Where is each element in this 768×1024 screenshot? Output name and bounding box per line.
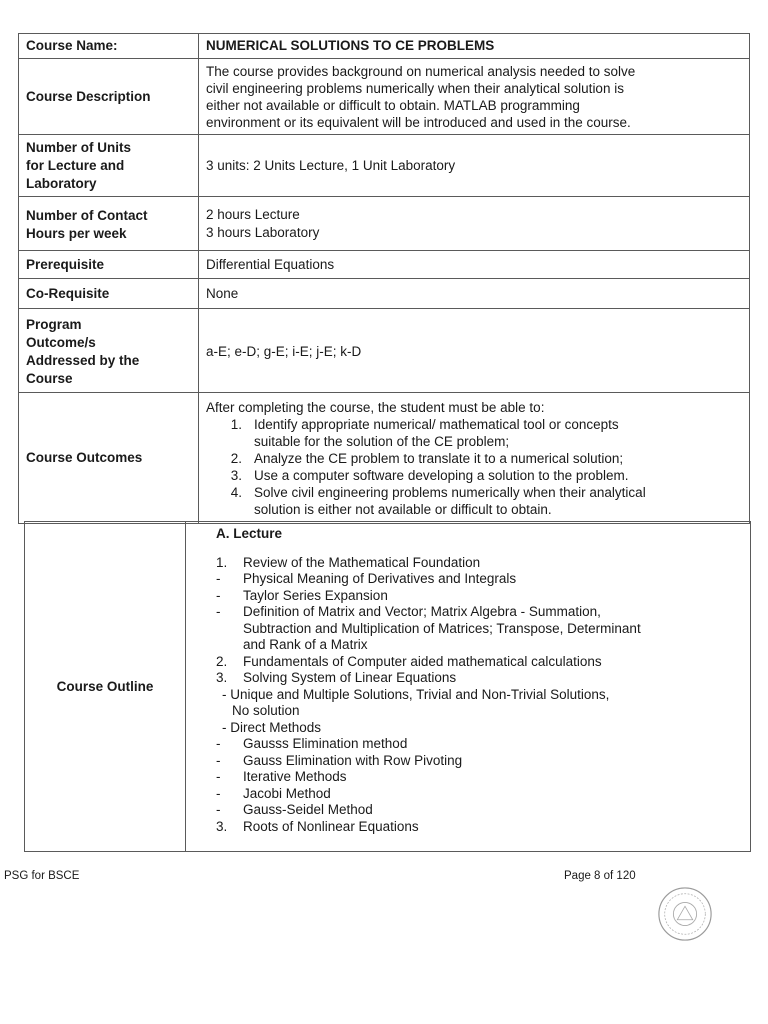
label-line: Hours per week [26, 225, 127, 241]
outcome-item [206, 484, 743, 518]
outline-text: Physical Meaning of Derivatives and Integrals [243, 571, 517, 586]
seal-icon [656, 885, 714, 943]
outline-section-heading: A. Lecture [216, 526, 283, 541]
outcomes-intro: After completing the course, the student must be able to: [206, 400, 545, 415]
outline-marker: 3. [216, 818, 228, 834]
label-prerequisite: Prerequisite [19, 251, 199, 279]
desc-line: environment or its equivalent will be introduced and used in the course. [206, 114, 631, 130]
outcome-number: 2. [230, 451, 242, 466]
value-course-outline [186, 522, 751, 852]
outline-text: Jacobi Method [243, 785, 331, 801]
outline-item [186, 588, 744, 605]
outcome-text [254, 416, 619, 450]
outline-item [186, 654, 744, 671]
outline-text: Iterative Methods [243, 769, 347, 784]
outline-marker: - [216, 587, 221, 603]
outline-marker: 1. [216, 554, 228, 570]
value-line: 2 hours Lecture [206, 206, 300, 222]
course-outline-table [24, 521, 751, 852]
outline-item [186, 670, 744, 687]
desc-line: The course provides background on numerical analysis needed to solve [206, 63, 636, 79]
outline-text: Subtraction and Multiplication of Matrices; Transpose, Determinant [243, 620, 641, 636]
outline-item [186, 571, 744, 588]
value-course-description [199, 59, 750, 135]
label-course-outcomes: Course Outcomes [19, 393, 199, 524]
label-contact-hours [19, 197, 199, 251]
row-course-name [19, 34, 750, 59]
outline-marker [186, 637, 243, 654]
outline-marker: - [216, 802, 221, 817]
outline-text: Gauss-Seidel Method [243, 802, 373, 817]
outline-text: Review of the Mathematical Foundation [243, 554, 481, 570]
outline-item [186, 736, 744, 753]
outline-item [186, 604, 744, 621]
outcome-line: Analyze the CE problem to translate it to a numerical solution; [254, 451, 624, 466]
outline-text: Roots of Nonlinear Equations [243, 818, 419, 834]
value-course-outcomes [199, 393, 750, 524]
outline-marker: - [216, 769, 221, 784]
outcome-item [206, 416, 743, 450]
outline-item [186, 819, 744, 836]
row-course-description [19, 59, 750, 135]
desc-line: civil engineering problems numerically when their analytical solution is [206, 80, 624, 96]
outcome-text [254, 484, 646, 518]
label-course-outline: Course Outline [25, 522, 186, 852]
value-line: 3 hours Laboratory [206, 224, 320, 240]
row-contact-hours [19, 197, 750, 251]
desc-line: either not available or difficult to obtain. MATLAB programming [206, 97, 580, 113]
outline-item [186, 720, 744, 737]
outline-item [186, 753, 744, 770]
outline-text: and Rank of a Matrix [243, 637, 368, 652]
label-line: Laboratory [26, 175, 97, 191]
outline-item [186, 687, 744, 704]
outline-marker: - [216, 571, 221, 586]
outline-item [186, 786, 744, 803]
footer-page-number: Page 8 of 120 [564, 870, 636, 882]
outcome-line: Identify appropriate numerical/ mathematical tool or concepts [254, 417, 619, 432]
outcome-number: 4. [230, 485, 242, 500]
outline-item [186, 802, 744, 819]
outline-item [186, 637, 744, 654]
label-program-outcomes [19, 309, 199, 393]
row-course-outcomes [19, 393, 750, 524]
label-line: Program [26, 316, 82, 332]
value-program-outcomes: a-E; e-D; g-E; i-E; j-E; k-D [199, 309, 750, 393]
label-line: Number of Contact [26, 207, 148, 223]
outline-marker: - [216, 736, 221, 751]
outcome-line: Use a computer software developing a solution to the problem. [254, 468, 629, 483]
outline-items [186, 555, 744, 836]
outcome-item [206, 467, 743, 484]
outline-marker [186, 621, 243, 638]
outcome-number: 1. [230, 417, 242, 432]
value-course-name: NUMERICAL SOLUTIONS TO CE PROBLEMS [199, 34, 750, 59]
outline-item [186, 769, 744, 786]
row-corequisite [19, 279, 750, 309]
outcome-item [206, 450, 743, 467]
label-line: Course [26, 370, 73, 386]
label-corequisite: Co-Requisite [19, 279, 199, 309]
label-course-description: Course Description [19, 59, 199, 135]
outline-text: Fundamentals of Computer aided mathematical calculations [243, 653, 602, 669]
value-units: 3 units: 2 Units Lecture, 1 Unit Laboratory [199, 135, 750, 197]
course-info-table [18, 33, 750, 524]
row-program-outcomes [19, 309, 750, 393]
outcome-number: 3. [230, 468, 242, 483]
footer-left: PSG for BSCE [4, 870, 80, 882]
outline-text: - Direct Methods [222, 719, 322, 735]
label-line: Addressed by the [26, 352, 140, 368]
outline-marker: - [216, 752, 221, 768]
label-course-name: Course Name: [19, 34, 199, 59]
outline-marker: 2. [216, 653, 228, 669]
outline-marker: - [216, 785, 221, 801]
outline-text: Definition of Matrix and Vector; Matrix Algebra - Summation, [243, 604, 601, 619]
outcome-line: suitable for the solution of the CE problem; [254, 434, 510, 449]
outcome-line: Solve civil engineering problems numerically when their analytical [254, 485, 646, 500]
outline-item [186, 555, 744, 572]
row-prerequisite [19, 251, 750, 279]
outline-text: Taylor Series Expansion [243, 587, 388, 603]
outline-text: - Unique and Multiple Solutions, Trivial and Non-Trivial Solutions, [222, 686, 610, 702]
outline-marker: 3. [216, 670, 228, 685]
outline-text: No solution [232, 703, 300, 718]
outline-item [186, 703, 744, 720]
label-line: Outcome/s [26, 334, 96, 350]
value-corequisite: None [199, 279, 750, 309]
value-prerequisite: Differential Equations [199, 251, 750, 279]
outline-marker: - [216, 604, 221, 619]
outline-item [186, 621, 744, 638]
outcome-line: solution is either not available or difficult to obtain. [254, 502, 552, 517]
outline-text: Solving System of Linear Equations [243, 670, 457, 685]
label-line: for Lecture and [26, 157, 125, 173]
label-units [19, 135, 199, 197]
label-line: Number of Units [26, 139, 132, 155]
outline-text: Gausss Elimination method [243, 736, 408, 751]
value-contact-hours [199, 197, 750, 251]
outcomes-list [206, 416, 743, 518]
row-units [19, 135, 750, 197]
outline-text: Gauss Elimination with Row Pivoting [243, 752, 463, 768]
